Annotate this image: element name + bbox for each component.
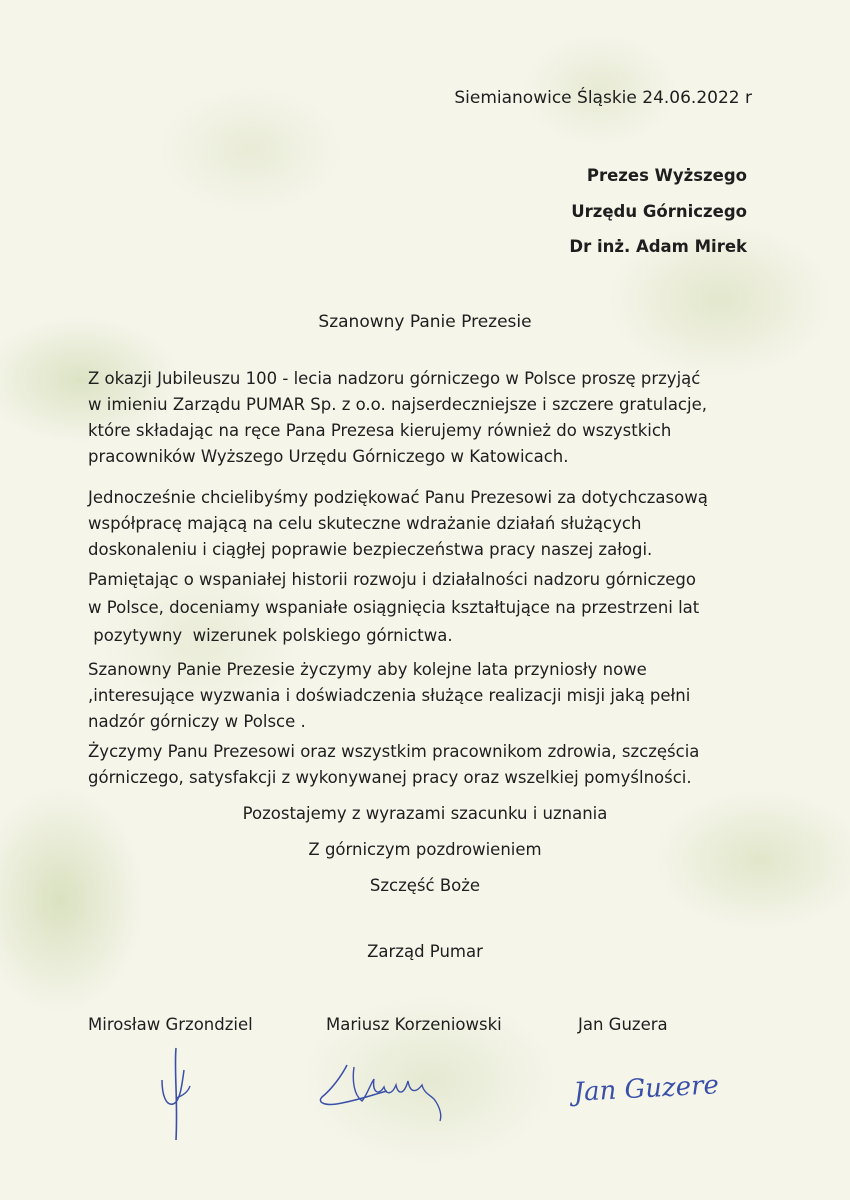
paragraph-thanks [88, 485, 788, 563]
paragraph-congratulations [88, 366, 788, 470]
paragraph-health [88, 739, 788, 791]
paragraph-wishes [88, 657, 788, 735]
date-line: Siemianowice Śląskie 24.06.2022 r [454, 88, 752, 108]
signature-guzera-text: Jan Guzere [572, 1070, 720, 1108]
addressee-line: Prezes Wyższego [586, 166, 747, 185]
signature-korzeniowski [312, 1055, 452, 1125]
closing-block [0, 796, 850, 904]
signatory-name: Jan Guzera [578, 1015, 668, 1034]
paragraph-line: w imieniu Zarządu PUMAR Sp. z o.o. najserdeczniejsze i szczere gratulacje, [88, 395, 707, 414]
addressee-line: Dr inż. Adam Mirek [569, 237, 747, 256]
closing-line: Pozostajemy z wyrazami szacunku i uznania [242, 804, 608, 823]
closing-line: Szczęść Boże [369, 876, 481, 895]
paragraph-line: Szanowny Panie Prezesie życzymy aby kolejne lata przyniosły nowe [88, 660, 647, 679]
paragraph-line: doskonaleniu i ciągłej poprawie bezpieczeństwa pracy naszej załogi. [88, 540, 653, 559]
paragraph-line: Z okazji Jubileuszu 100 - lecia nadzoru górniczego w Polsce proszę przyjąć [88, 369, 701, 388]
paragraph-line: które składając na ręce Pana Prezesa kierujemy również do wszystkich [88, 421, 672, 440]
signatory-name: Mirosław Grzondziel [88, 1015, 253, 1034]
paragraph-line: ,interesujące wyzwania i doświadczenia służące realizacji misji jaką pełni [88, 686, 691, 705]
paragraph-line: górniczego, satysfakcji z wykonywanej pracy oraz wszelkiej pomyślności. [88, 768, 692, 787]
signature-grzondziel [140, 1040, 210, 1150]
paragraph-history [88, 566, 788, 650]
addressee-block [569, 158, 747, 265]
closing-line: Z górniczym pozdrowieniem [308, 840, 542, 859]
paragraph-line: współpracę mającą na celu skuteczne wdrażanie działań służących [88, 514, 642, 533]
paragraph-line: Życzymy Panu Prezesowi oraz wszystkim pracownikom zdrowia, szczęścia [88, 742, 700, 761]
greeting: Szanowny Panie Prezesie [318, 312, 532, 332]
paragraph-line: Pamiętając o wspaniałej historii rozwoju i działalności nadzoru górniczego [88, 570, 696, 589]
signature-guzera [568, 1058, 738, 1128]
signatory-name: Mariusz Korzeniowski [326, 1015, 502, 1034]
addressee-line: Urzędu Górniczego [571, 201, 747, 221]
paragraph-line: pozytywny wizerunek polskiego górnictwa. [88, 626, 453, 645]
paragraph-line: w Polsce, doceniamy wspaniałe osiągnięcia kształtujące na przestrzeni lat [88, 598, 700, 617]
paragraph-line: pracowników Wyższego Urzędu Górniczego w Katowicach. [88, 447, 569, 466]
board-name: Zarząd Pumar [367, 942, 483, 961]
paragraph-line: nadzór górniczy w Polsce . [88, 712, 306, 731]
paragraph-line: Jednocześnie chcielibyśmy podziękować Panu Prezesowi za dotychczasową [88, 488, 708, 507]
